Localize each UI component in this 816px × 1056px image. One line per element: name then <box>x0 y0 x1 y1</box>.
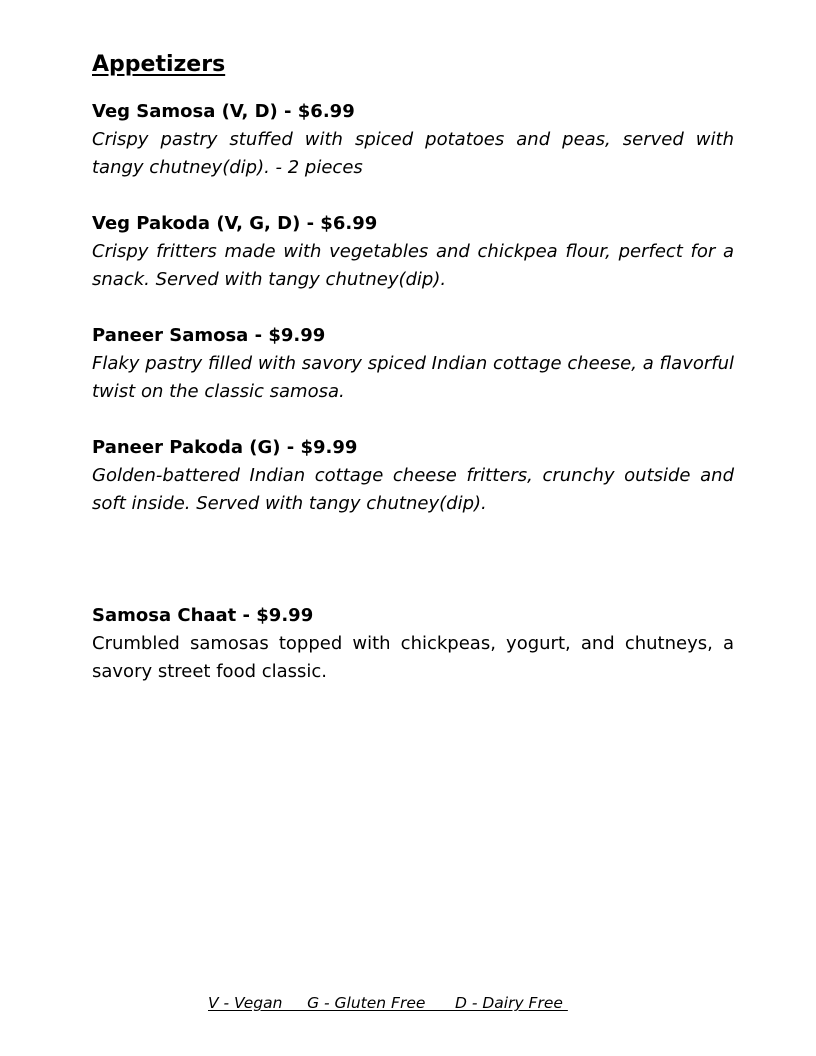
menu-page <box>92 50 734 714</box>
item-name: Paneer Samosa - $9.99 <box>92 325 326 346</box>
item-description: Crumbled samosas topped with chickpeas, yogurt, and chutneys, a savory street food classic. <box>92 633 734 682</box>
menu-item-veg-samosa <box>92 98 734 182</box>
item-name: Veg Samosa (V, D) - $6.99 <box>92 101 355 122</box>
item-description: Crispy pastry stuffed with spiced potatoes and peas, served with tangy chutney(dip). - 2 pieces <box>92 129 734 178</box>
section-title: Appetizers <box>92 52 226 77</box>
menu-item-samosa-chaat <box>92 602 734 686</box>
item-name: Paneer Pakoda (G) - $9.99 <box>92 437 358 458</box>
dietary-legend: V - Vegan G - Gluten Free D - Dairy Free <box>208 994 568 1012</box>
item-name: Samosa Chaat - $9.99 <box>92 605 314 626</box>
item-description: Golden-battered Indian cottage cheese fritters, crunchy outside and soft inside. Served with tangy chutney(dip). <box>92 465 734 514</box>
item-description: Flaky pastry filled with savory spiced Indian cottage cheese, a flavorful twist on the classic samosa. <box>92 353 734 402</box>
menu-item-paneer-pakoda <box>92 434 734 518</box>
menu-item-veg-pakoda <box>92 210 734 294</box>
item-description: Crispy fritters made with vegetables and chickpea flour, perfect for a snack. Served with tangy chutney(dip). <box>92 241 734 290</box>
item-name: Veg Pakoda (V, G, D) - $6.99 <box>92 213 378 234</box>
menu-item-paneer-samosa <box>92 322 734 406</box>
section-spacer <box>92 546 734 602</box>
